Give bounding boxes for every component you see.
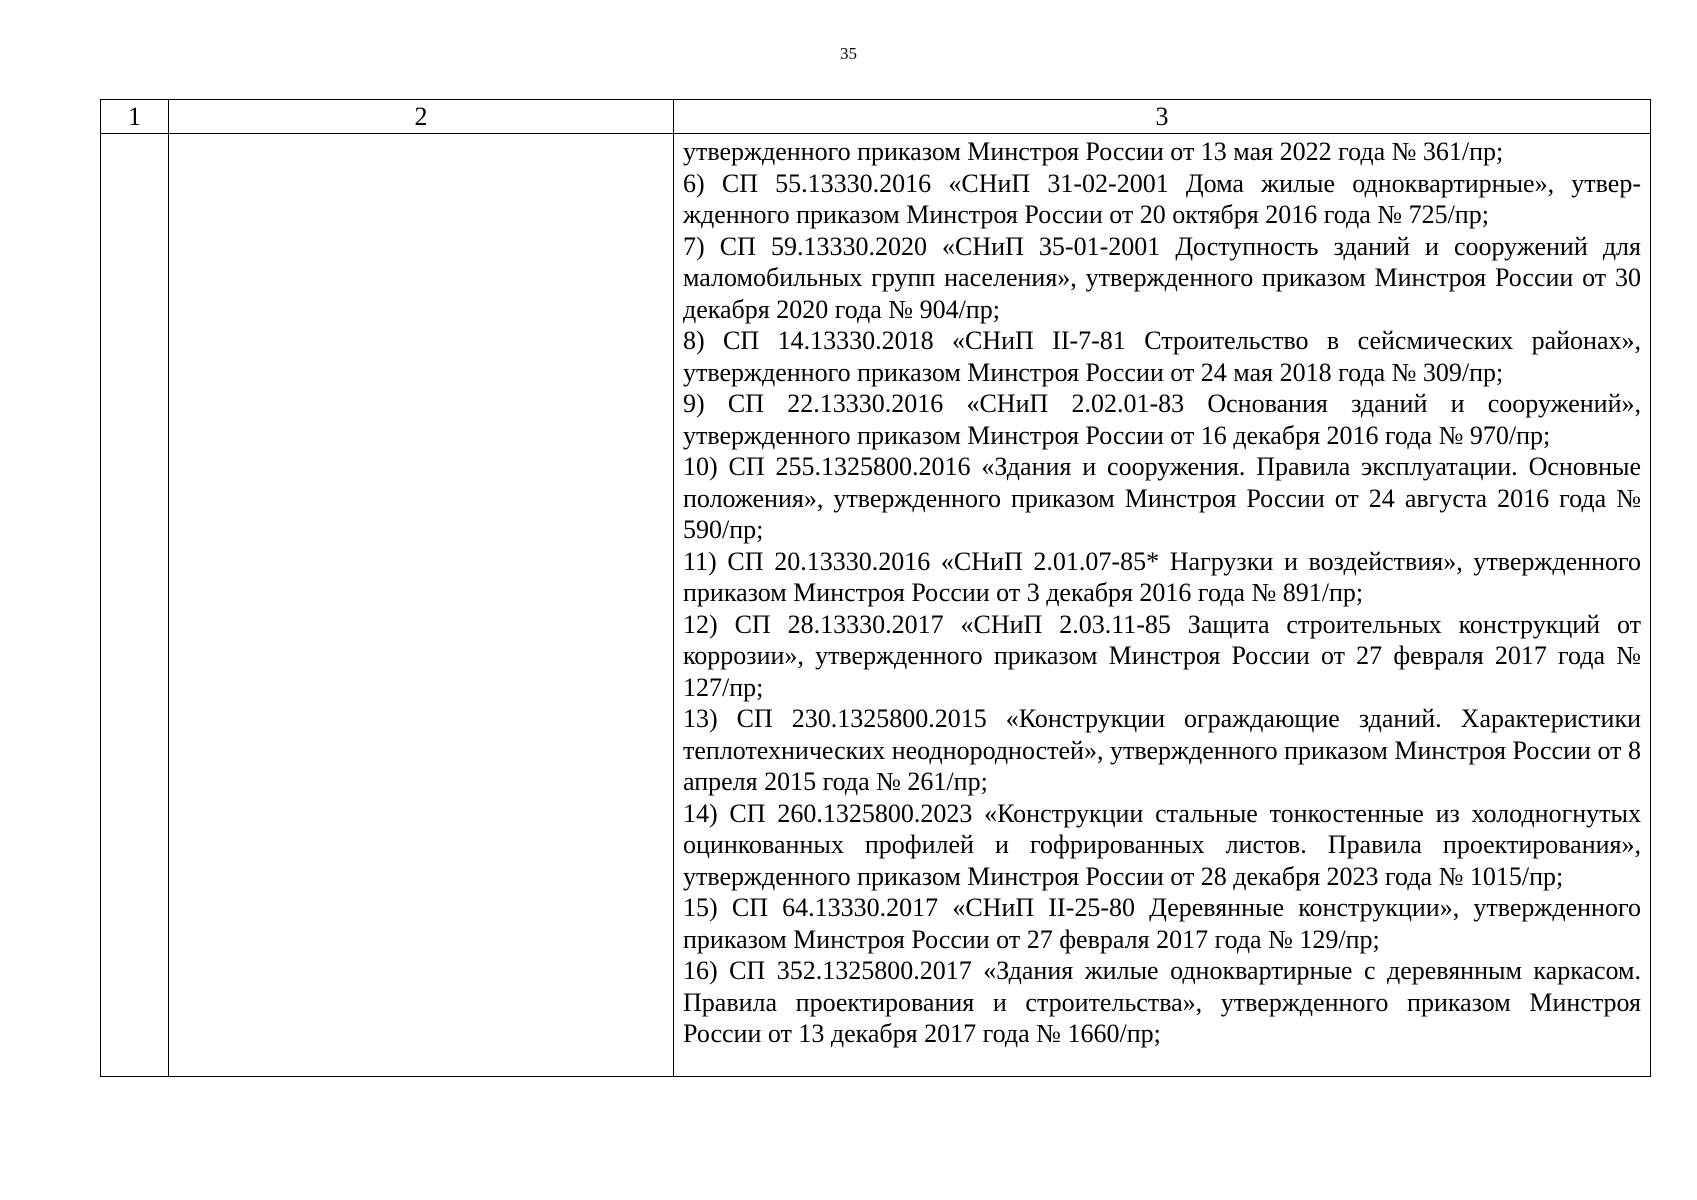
list-item: утвержденного приказом Минстроя России от 13 мая 2022 года № 361/пр; [683,137,1504,166]
cell-column-2 [169,134,674,1077]
column-number-3: 3 [674,100,1651,134]
list-item: 6) СП 55.13330.2016 «СНиП 31-02-2001 Дома жилые одноквартирные», утвержденного приказом Минстроя России от 20 октября 2016 года № 725/пр; [683,168,1641,229]
cell-column-3 [674,134,1651,1077]
table-row [101,134,1651,1077]
list-item: 14) СП 260.1325800.2023 «Конструкции стальные тонкостенные из холодногнутых оцинкованных профилей и гофрированных листов. Правила проектирования», утвержденного приказом Минстроя России от 28 декабря 2023 года № 1015/пр; [683,798,1641,891]
list-item: 15) СП 64.13330.2017 «СНиП II-25-80 Деревянные конструкции», утвержденного приказом Минстроя России от 27 февраля 2017 года № 129/пр; [683,893,1641,954]
column-number-2: 2 [169,100,674,134]
list-item: 16) СП 352.1325800.2017 «Здания жилые одноквартирные с деревянным каркасом. Правила проектирования и строительства», утвержденного приказом Минстроя России от 13 декабря 2017 года № 1660/пр; [683,956,1641,1048]
list-item: 11) СП 20.13330.2016 «СНиП 2.01.07-85* Нагрузки и воздействия», утвержденного приказом Минстроя России от 3 декабря 2016 года № 891/пр; [683,546,1641,607]
list-item: 10) СП 255.1325800.2016 «Здания и сооружения. Правила эксплуатации. Основные положения», утвержденного приказом Минстроя России от 24 августа 2016 года № 590/пр; [683,452,1641,544]
table-header-row [101,100,1651,134]
list-item: 13) СП 230.1325800.2015 «Конструкции ограждающие зданий. Характеристики теплотехнических неоднородностей», утвержденного приказом Минстроя России от 8 апреля 2015 года № 261/пр; [683,704,1641,796]
list-item: 9) СП 22.13330.2016 «СНиП 2.02.01-83 Основания зданий и сооружений», утвержденного приказом Минстроя России от 16 декабря 2016 года № 970/пр; [683,389,1641,450]
page-number: 35 [840,44,857,63]
cell-column-1 [101,134,169,1077]
standards-list [674,134,1650,1050]
list-item: 8) СП 14.13330.2018 «СНиП II-7-81 Строительство в сейсмических районах», утвержденного приказом Минстроя России от 24 мая 2018 года № 309/пр; [683,326,1641,387]
document-table [100,99,1651,1077]
list-item: 12) СП 28.13330.2017 «СНиП 2.03.11-85 Защита строительных конструкций от коррозии», утвержденного приказом Минстроя России от 27 февраля 2017 года № 127/пр; [683,609,1641,702]
column-number-1: 1 [101,100,169,134]
list-item: 7) СП 59.13330.2020 «СНиП 35-01-2001 Доступность зданий и сооружений для маломобильных групп населения», утвержденного приказом Минстроя России от 30 декабря 2020 года № 904/пр; [683,231,1641,324]
